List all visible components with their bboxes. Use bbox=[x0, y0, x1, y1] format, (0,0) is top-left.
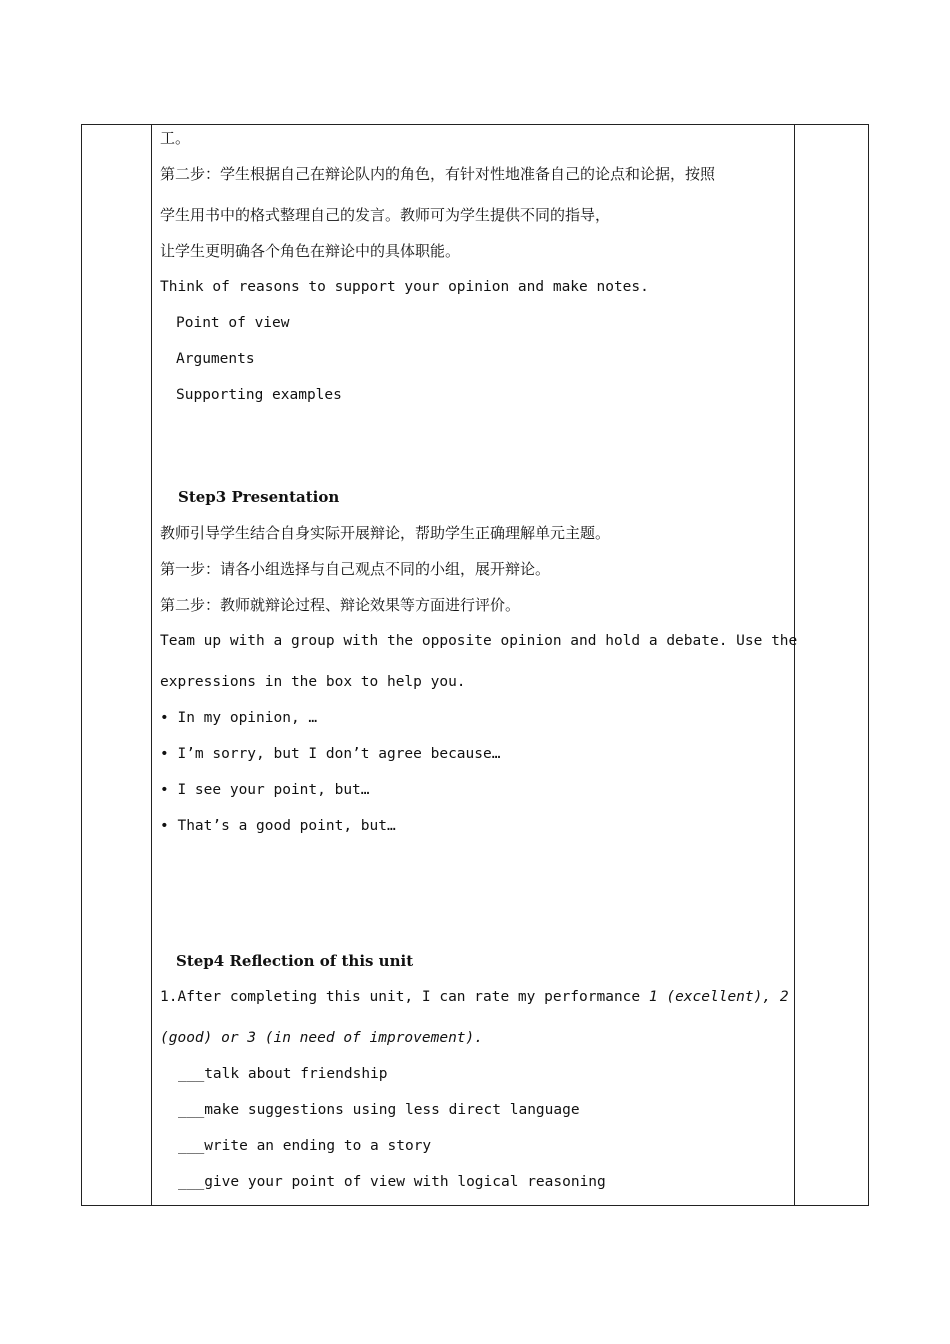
text-line: (good) or 3 (in need of improvement). bbox=[160, 1030, 484, 1046]
column-divider bbox=[794, 125, 795, 1205]
rating-item: ___give your point of view with logical reasoning bbox=[178, 1174, 606, 1190]
bullet-item: • I’m sorry, but I don’t agree because… bbox=[160, 746, 501, 762]
text-line: expressions in the box to help you. bbox=[160, 674, 466, 690]
rating-item: ___talk about friendship bbox=[178, 1066, 388, 1082]
text-span: 1.After completing this unit, I can rate my performance bbox=[160, 989, 649, 1005]
text-line: 第二步：教师就辩论过程、辩论效果等方面进行评价。 bbox=[160, 596, 521, 614]
text-line bbox=[160, 987, 789, 1007]
text-line: 工。 bbox=[160, 129, 191, 147]
rating-item: ___write an ending to a story bbox=[178, 1138, 432, 1154]
text-line: 让学生更明确各个角色在辩论中的具体职能。 bbox=[160, 242, 461, 260]
text-line: 教师引导学生结合自身实际开展辩论，帮助学生正确理解单元主题。 bbox=[160, 524, 611, 542]
text-line: 学生用书中的格式整理自己的发言。教师可为学生提供不同的指导， bbox=[160, 206, 611, 224]
rating-item: ___make suggestions using less direct language bbox=[178, 1102, 580, 1118]
text-span-italic: 1 (excellent), 2 bbox=[648, 989, 789, 1005]
text-line: 第二步：学生根据自己在辩论队内的角色，有针对性地准备自己的论点和论据，按照 bbox=[160, 165, 716, 183]
text-line: Arguments bbox=[176, 351, 255, 367]
text-line: Team up with a group with the opposite opinion and hold a debate. Use the bbox=[160, 633, 798, 649]
text-line: Think of reasons to support your opinion and make notes. bbox=[160, 279, 649, 295]
text-line: 第一步：请各小组选择与自己观点不同的小组，展开辩论。 bbox=[160, 560, 551, 578]
text-line: Supporting examples bbox=[176, 387, 342, 403]
text-line: Point of view bbox=[176, 315, 290, 331]
section-heading: Step3 Presentation bbox=[178, 488, 340, 506]
bullet-item: • In my opinion, … bbox=[160, 710, 318, 726]
section-heading: Step4 Reflection of this unit bbox=[176, 952, 414, 970]
bullet-item: • That’s a good point, but… bbox=[160, 818, 396, 834]
bullet-item: • I see your point, but… bbox=[160, 782, 370, 798]
column-divider bbox=[151, 125, 152, 1205]
